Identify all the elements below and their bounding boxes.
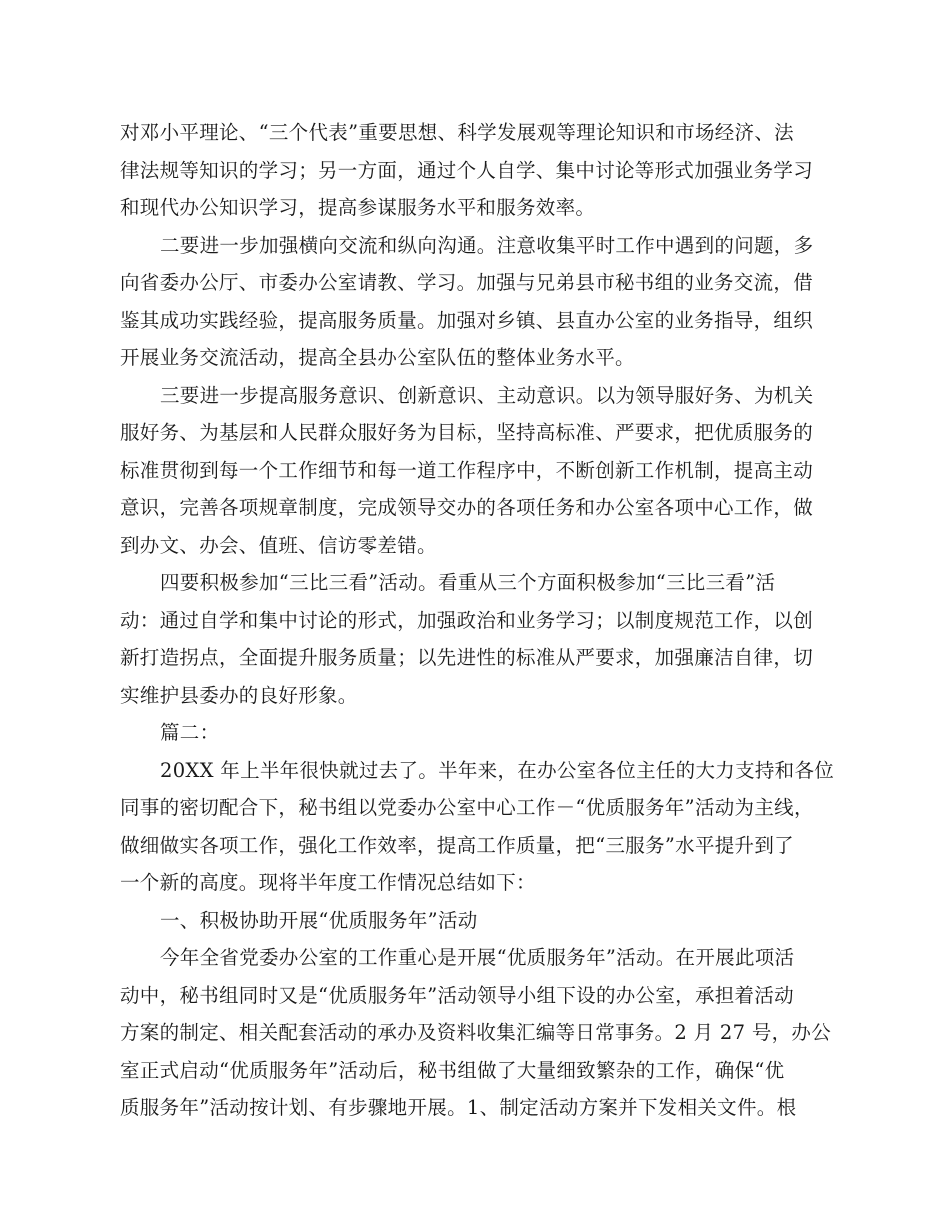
text-line: 三要进一步提高服务意识、创新意识、主动意识。以为领导服好务、为机关	[160, 383, 814, 407]
document-body	[120, 114, 835, 1127]
text-line: 室正式启动“优质服务年”活动后，秘书组做了大量细致繁杂的工作，确保“优	[120, 1058, 785, 1082]
text-line: 实维护县委办的良好形象。	[120, 683, 358, 707]
text-line: 到办文、办会、值班、信访零差错。	[120, 533, 437, 557]
text-line: 新打造拐点，全面提升服务质量；以先进性的标准从严要求，加强廉洁自律，切	[120, 646, 814, 669]
text-line: 20XX 年上半年很快就过去了。半年来，在办公室各位主任的大力支持和各位	[160, 758, 835, 782]
text-line: 和现代办公知识学习，提高参谋服务水平和服务效率。	[120, 196, 596, 219]
text-line: 开展业务交流活动，提高全县办公室队伍的整体业务水平。	[120, 346, 635, 369]
text-line: 服好务、为基层和人民群众服好务为目标，坚持高标准、严要求，把优质服务的	[120, 421, 814, 444]
paragraph	[120, 227, 835, 377]
text-line: 二要进一步加强横向交流和纵向沟通。注意收集平时工作中遇到的问题，多	[160, 233, 814, 257]
text-line: 四要积极参加“三比三看”活动。看重从三个方面积极参加“三比三看”活	[160, 571, 776, 594]
text-line: 做细做实各项工作，强化工作效率，提高工作质量，把“三服务”水平提升到了	[120, 833, 794, 857]
text-line: 律法规等知识的学习；另一方面，通过个人自学、集中讨论等形式加强业务学习	[120, 158, 814, 182]
text-line: 一、积极协助开展“优质服务年”活动	[160, 908, 478, 932]
text-line: 向省委办公厅、市委办公室请教、学习。加强与兄弟县市秘书组的业务交流，借	[120, 271, 814, 294]
text-line: 动：通过自学和集中讨论的形式，加强政治和业务学习；以制度规范工作，以创	[120, 608, 814, 632]
paragraph	[120, 714, 835, 752]
text-line: 同事的密切配合下，秘书组以党委办公室中心工作－“优质服务年”活动为主线，	[120, 796, 814, 819]
paragraph	[120, 564, 835, 714]
text-line: 标准贯彻到每一个工作细节和每一道工作程序中，不断创新工作机制，提高主动	[120, 458, 814, 482]
paragraph	[120, 377, 835, 565]
paragraph	[120, 752, 835, 902]
text-line: 对邓小平理论、“三个代表”重要思想、科学发展观等理论知识和市场经济、法	[120, 121, 794, 144]
text-line: 篇二：	[160, 721, 220, 744]
text-line: 一个新的高度。现将半年度工作情况总结如下：	[120, 871, 536, 894]
text-line: 动中，秘书组同时又是“优质服务年”活动领导小组下设的办公室，承担着活动	[120, 983, 794, 1007]
text-line: 意识，完善各项规章制度，完成领导交办的各项任务和办公室各项中心工作，做	[120, 496, 814, 519]
paragraph	[120, 939, 835, 1127]
text-line: 今年全省党委办公室的工作重心是开展“优质服务年”活动。在开展此项活	[160, 946, 795, 969]
text-line: 方案的制定、相关配套活动的承办及资料收集汇编等日常事务。2 月 27 号，办公	[120, 1021, 832, 1044]
paragraph	[120, 902, 835, 940]
text-line: 质服务年”活动按计划、有步骤地开展。1、制定活动方案并下发相关文件。根	[120, 1096, 797, 1119]
text-line: 鉴其成功实践经验，提高服务质量。加强对乡镇、县直办公室的业务指导，组织	[120, 308, 814, 332]
paragraph	[120, 114, 835, 227]
